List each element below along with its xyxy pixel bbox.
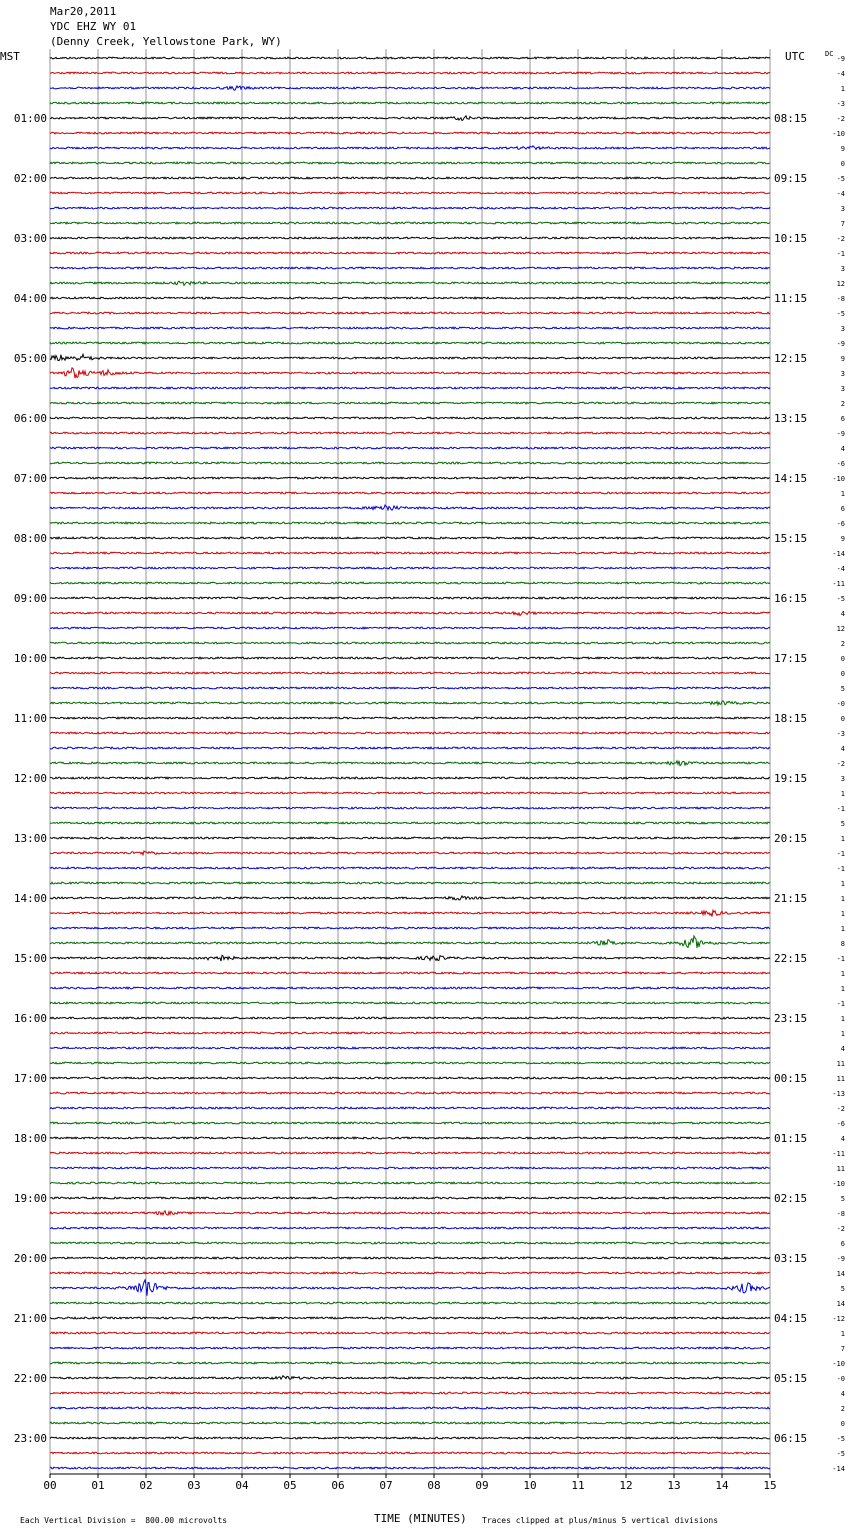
mst-hour-label: 21:00 <box>13 1312 47 1325</box>
dc-offset-value: -0 <box>836 700 845 708</box>
trace-row-55 <box>50 882 770 884</box>
trace-row-23 <box>50 402 770 404</box>
trace-row-61 <box>50 972 770 974</box>
trace-row-36 <box>50 597 770 599</box>
utc-hour-label: 22:15 <box>774 952 808 965</box>
trace-row-41 <box>50 672 770 674</box>
mst-hour-label: 19:00 <box>13 1192 47 1205</box>
mst-hour-label: 13:00 <box>13 832 47 845</box>
trace-row-45 <box>50 732 770 734</box>
trace-row-4 <box>50 116 770 121</box>
trace-row-39 <box>50 642 770 644</box>
dc-offset-value: -6 <box>836 460 845 468</box>
dc-offset-value: 2 <box>840 1405 845 1413</box>
dc-offset-value: -5 <box>836 1435 845 1443</box>
x-tick-label: 07 <box>379 1479 393 1492</box>
dc-offset-value: 5 <box>840 685 845 693</box>
header-station: YDC EHZ WY 01 <box>50 20 137 33</box>
x-tick-label: 01 <box>91 1479 105 1492</box>
trace-row-91 <box>50 1422 770 1424</box>
trace-row-15 <box>50 281 770 285</box>
dc-offset-value: -3 <box>836 730 845 738</box>
dc-offset-value: -1 <box>836 1000 845 1008</box>
trace-row-93 <box>50 1452 770 1454</box>
dc-offset-value: 6 <box>840 415 845 423</box>
utc-hour-label: 16:15 <box>774 592 808 605</box>
mst-hour-label: 06:00 <box>13 412 47 425</box>
trace-row-12 <box>50 237 770 239</box>
utc-hour-label: 19:15 <box>774 772 808 785</box>
trace-row-60 <box>50 955 770 961</box>
trace-row-66 <box>50 1047 770 1049</box>
trace-row-20 <box>50 354 770 360</box>
footer-clip-note: Traces clipped at plus/minus 5 vertical divisions <box>482 1516 719 1525</box>
trace-row-38 <box>50 627 770 629</box>
mst-hour-label: 23:00 <box>13 1432 47 1445</box>
x-tick-label: 15 <box>763 1479 777 1492</box>
trace-row-92 <box>50 1437 770 1439</box>
dc-offset-value: 6 <box>840 505 845 513</box>
dc-offset-value: 3 <box>840 385 845 393</box>
trace-row-47 <box>50 761 770 766</box>
mst-hour-label: 09:00 <box>13 592 47 605</box>
dc-offset-value: 1 <box>840 790 845 798</box>
trace-row-16 <box>50 297 770 299</box>
trace-row-29 <box>50 492 770 494</box>
dc-offset-value: -6 <box>836 1120 845 1128</box>
dc-offset-value: -3 <box>836 100 845 108</box>
dc-offset-value: -10 <box>832 1180 845 1188</box>
dc-offset-value: -4 <box>836 70 845 78</box>
x-tick-label: 06 <box>331 1479 345 1492</box>
dc-offset-value: -2 <box>836 760 845 768</box>
utc-hour-label: 18:15 <box>774 712 808 725</box>
trace-row-30 <box>50 505 770 510</box>
utc-hour-label: 05:15 <box>774 1372 808 1385</box>
trace-row-78 <box>50 1227 770 1229</box>
mst-hour-label: 20:00 <box>13 1252 47 1265</box>
trace-row-74 <box>50 1167 770 1169</box>
dc-offset-value: 1 <box>840 880 845 888</box>
trace-row-83 <box>50 1302 770 1304</box>
dc-offset-value: 1 <box>840 490 845 498</box>
dc-offset-value: 1 <box>840 835 845 843</box>
x-tick-label: 09 <box>475 1479 489 1492</box>
dc-offset-value: -9 <box>836 1255 845 1263</box>
left-timezone-label: MST <box>0 50 20 63</box>
dc-offset-value: 2 <box>840 640 845 648</box>
trace-row-84 <box>50 1317 770 1319</box>
trace-row-54 <box>50 867 770 869</box>
utc-hour-label: 04:15 <box>774 1312 808 1325</box>
dc-offset-value: -1 <box>836 850 845 858</box>
x-tick-label: 03 <box>187 1479 201 1492</box>
trace-row-87 <box>50 1362 770 1364</box>
trace-row-77 <box>50 1211 770 1215</box>
utc-hour-label: 00:15 <box>774 1072 808 1085</box>
dc-offset-value: 1 <box>840 925 845 933</box>
utc-hour-label: 02:15 <box>774 1192 808 1205</box>
trace-row-68 <box>50 1077 770 1079</box>
dc-offset-value: -14 <box>832 550 845 558</box>
trace-row-49 <box>50 792 770 794</box>
trace-row-57 <box>50 910 770 916</box>
dc-offset-value: -11 <box>832 1150 845 1158</box>
mst-hour-label: 11:00 <box>13 712 47 725</box>
trace-row-2 <box>50 86 770 90</box>
dc-offset-value: -10 <box>832 475 845 483</box>
trace-row-58 <box>50 927 770 929</box>
trace-row-7 <box>50 162 770 164</box>
dc-offset-value: 8 <box>840 940 845 948</box>
x-tick-label: 10 <box>523 1479 537 1492</box>
dc-offset-value: 1 <box>840 970 845 978</box>
dc-offset-value: -5 <box>836 595 845 603</box>
dc-column-label: DC <box>825 50 834 58</box>
dc-offset-value: 14 <box>836 1300 845 1308</box>
trace-row-44 <box>50 717 770 719</box>
dc-offset-value: 1 <box>840 910 845 918</box>
trace-row-67 <box>50 1062 770 1064</box>
dc-offset-value: -1 <box>836 250 845 258</box>
trace-row-25 <box>50 432 770 434</box>
trace-row-62 <box>50 987 770 989</box>
dc-offset-value: -10 <box>832 130 845 138</box>
trace-row-86 <box>50 1347 770 1349</box>
dc-offset-value: 5 <box>840 820 845 828</box>
trace-row-28 <box>50 477 770 479</box>
trace-row-1 <box>50 72 770 74</box>
utc-hour-label: 09:15 <box>774 172 808 185</box>
mst-hour-label: 01:00 <box>13 112 47 125</box>
trace-row-42 <box>50 687 770 689</box>
trace-row-70 <box>50 1107 770 1109</box>
dc-offset-value: 4 <box>840 445 845 453</box>
utc-hour-label: 12:15 <box>774 352 808 365</box>
trace-row-40 <box>50 657 770 659</box>
dc-offset-value: -14 <box>832 1465 845 1473</box>
dc-offset-value: 9 <box>840 145 845 153</box>
x-tick-label: 04 <box>235 1479 249 1492</box>
dc-offset-value: -2 <box>836 235 845 243</box>
trace-row-9 <box>50 192 770 194</box>
mst-hour-label: 17:00 <box>13 1072 47 1085</box>
dc-offset-value: 2 <box>840 400 845 408</box>
utc-hour-label: 06:15 <box>774 1432 808 1445</box>
dc-offset-value: 4 <box>840 1390 845 1398</box>
x-tick-label: 00 <box>43 1479 57 1492</box>
dc-offset-value: -8 <box>836 295 845 303</box>
dc-offset-value: 0 <box>840 1420 845 1428</box>
dc-offset-value: 0 <box>840 715 845 723</box>
dc-offset-value: 1 <box>840 1330 845 1338</box>
trace-row-85 <box>50 1332 770 1334</box>
dc-offset-value: -5 <box>836 310 845 318</box>
dc-offset-value: 0 <box>840 655 845 663</box>
x-tick-label: 12 <box>619 1479 633 1492</box>
footer-scale-note: Each Vertical Division = 800.00 microvolts <box>20 1516 228 1525</box>
dc-offset-value: -5 <box>836 175 845 183</box>
dc-offset-value: 11 <box>836 1075 845 1083</box>
x-tick-label: 13 <box>667 1479 681 1492</box>
trace-row-6 <box>50 146 770 150</box>
trace-row-65 <box>50 1032 770 1034</box>
trace-row-64 <box>50 1017 770 1019</box>
trace-row-10 <box>50 207 770 209</box>
dc-offset-value: 11 <box>836 1060 845 1068</box>
dc-offset-value: 5 <box>840 1195 845 1203</box>
dc-offset-value: -12 <box>832 1315 845 1323</box>
dc-offset-value: 14 <box>836 1270 845 1278</box>
trace-row-69 <box>50 1092 770 1094</box>
x-tick-label: 08 <box>427 1479 441 1492</box>
dc-offset-value: 1 <box>840 85 845 93</box>
dc-offset-value: 6 <box>840 1240 845 1248</box>
dc-offset-value: -6 <box>836 520 845 528</box>
trace-row-48 <box>50 777 770 779</box>
mst-hour-label: 04:00 <box>13 292 47 305</box>
trace-row-89 <box>50 1392 770 1394</box>
dc-offset-value: 3 <box>840 370 845 378</box>
mst-hour-label: 03:00 <box>13 232 47 245</box>
dc-offset-value: -9 <box>836 340 845 348</box>
dc-offset-value: 9 <box>840 535 845 543</box>
trace-row-26 <box>50 447 770 449</box>
dc-offset-value: 3 <box>840 205 845 213</box>
mst-hour-label: 18:00 <box>13 1132 47 1145</box>
trace-row-14 <box>50 267 770 269</box>
dc-offset-value: 12 <box>836 280 845 288</box>
trace-row-35 <box>50 582 770 584</box>
dc-offset-value: -1 <box>836 955 845 963</box>
trace-row-22 <box>50 387 770 389</box>
trace-row-71 <box>50 1122 770 1124</box>
utc-hour-label: 10:15 <box>774 232 808 245</box>
dc-offset-value: 7 <box>840 1345 845 1353</box>
dc-offset-value: 0 <box>840 670 845 678</box>
x-tick-label: 11 <box>571 1479 585 1492</box>
mst-hour-label: 22:00 <box>13 1372 47 1385</box>
dc-offset-value: -2 <box>836 115 845 123</box>
dc-offset-value: -4 <box>836 565 845 573</box>
dc-offset-value: 4 <box>840 1135 845 1143</box>
trace-row-5 <box>50 132 770 134</box>
dc-offset-value: -9 <box>836 430 845 438</box>
utc-hour-label: 23:15 <box>774 1012 808 1025</box>
dc-offset-value: 11 <box>836 1165 845 1173</box>
dc-offset-value: 4 <box>840 1045 845 1053</box>
trace-row-79 <box>50 1242 770 1244</box>
dc-offset-value: 3 <box>840 325 845 333</box>
trace-row-3 <box>50 102 770 104</box>
trace-row-34 <box>50 567 770 569</box>
trace-row-56 <box>50 896 770 900</box>
dc-offset-value: -2 <box>836 1225 845 1233</box>
trace-row-24 <box>50 417 770 419</box>
trace-row-81 <box>50 1272 770 1274</box>
dc-offset-value: 1 <box>840 1030 845 1038</box>
mst-hour-label: 10:00 <box>13 652 47 665</box>
trace-row-8 <box>50 177 770 179</box>
mst-hour-label: 12:00 <box>13 772 47 785</box>
trace-row-0 <box>50 57 770 59</box>
dc-offset-value: 9 <box>840 355 845 363</box>
trace-row-32 <box>50 537 770 539</box>
header-date: Mar20,2011 <box>50 5 117 18</box>
trace-row-46 <box>50 747 770 749</box>
utc-hour-label: 17:15 <box>774 652 808 665</box>
mst-hour-label: 16:00 <box>13 1012 47 1025</box>
dc-offset-value: -13 <box>832 1090 845 1098</box>
x-tick-label: 14 <box>715 1479 729 1492</box>
mst-hour-label: 08:00 <box>13 532 47 545</box>
x-tick-label: 02 <box>139 1479 153 1492</box>
trace-row-43 <box>50 701 770 705</box>
trace-row-72 <box>50 1137 770 1139</box>
trace-row-51 <box>50 822 770 824</box>
dc-offset-value: -11 <box>832 580 845 588</box>
x-tick-label: 05 <box>283 1479 297 1492</box>
mst-hour-label: 02:00 <box>13 172 47 185</box>
trace-row-50 <box>50 807 770 809</box>
mst-hour-label: 14:00 <box>13 892 47 905</box>
trace-row-88 <box>50 1376 770 1380</box>
trace-row-80 <box>50 1257 770 1259</box>
dc-offset-value: 1 <box>840 985 845 993</box>
dc-offset-value: -2 <box>836 1105 845 1113</box>
trace-row-31 <box>50 522 770 524</box>
trace-row-52 <box>50 837 770 839</box>
dc-offset-value: -10 <box>832 1360 845 1368</box>
dc-offset-value: 5 <box>840 1285 845 1293</box>
trace-row-21 <box>50 368 770 378</box>
dc-offset-value: -8 <box>836 1210 845 1218</box>
dc-offset-value: -4 <box>836 190 845 198</box>
header-location: (Denny Creek, Yellowstone Park, WY) <box>50 35 282 48</box>
trace-row-73 <box>50 1152 770 1154</box>
utc-hour-label: 14:15 <box>774 472 808 485</box>
dc-offset-value: -1 <box>836 805 845 813</box>
trace-row-37 <box>50 612 770 616</box>
trace-row-53 <box>50 851 770 855</box>
dc-offset-value: 0 <box>840 160 845 168</box>
trace-row-90 <box>50 1407 770 1409</box>
trace-row-19 <box>50 342 770 344</box>
trace-row-82 <box>50 1280 770 1296</box>
trace-row-63 <box>50 1002 770 1004</box>
trace-row-13 <box>50 252 770 254</box>
trace-row-11 <box>50 222 770 224</box>
dc-offset-value: -5 <box>836 1450 845 1458</box>
utc-hour-label: 13:15 <box>774 412 808 425</box>
dc-offset-value: 4 <box>840 610 845 618</box>
utc-hour-label: 15:15 <box>774 532 808 545</box>
dc-offset-value: 12 <box>836 625 845 633</box>
trace-row-18 <box>50 327 770 329</box>
trace-row-27 <box>50 462 770 464</box>
trace-row-59 <box>50 936 770 948</box>
dc-offset-value: 1 <box>840 1015 845 1023</box>
dc-offset-value: 3 <box>840 775 845 783</box>
x-axis-title: TIME (MINUTES) <box>374 1512 467 1525</box>
trace-row-94 <box>50 1467 770 1469</box>
utc-hour-label: 11:15 <box>774 292 808 305</box>
utc-hour-label: 01:15 <box>774 1132 808 1145</box>
dc-offset-value: 7 <box>840 220 845 228</box>
utc-hour-label: 03:15 <box>774 1252 808 1265</box>
dc-offset-value: 4 <box>840 745 845 753</box>
trace-row-33 <box>50 552 770 554</box>
utc-hour-label: 20:15 <box>774 832 808 845</box>
utc-hour-label: 21:15 <box>774 892 808 905</box>
trace-row-17 <box>50 312 770 314</box>
utc-hour-label: 08:15 <box>774 112 808 125</box>
trace-row-76 <box>50 1197 770 1199</box>
dc-offset-value: -1 <box>836 865 845 873</box>
mst-hour-label: 05:00 <box>13 352 47 365</box>
trace-row-75 <box>50 1182 770 1184</box>
right-timezone-label: UTC <box>785 50 805 63</box>
dc-offset-value: -9 <box>836 55 845 63</box>
dc-offset-value: 3 <box>840 265 845 273</box>
dc-offset-value: 1 <box>840 895 845 903</box>
mst-hour-label: 07:00 <box>13 472 47 485</box>
dc-offset-value: -0 <box>836 1375 845 1383</box>
mst-hour-label: 15:00 <box>13 952 47 965</box>
